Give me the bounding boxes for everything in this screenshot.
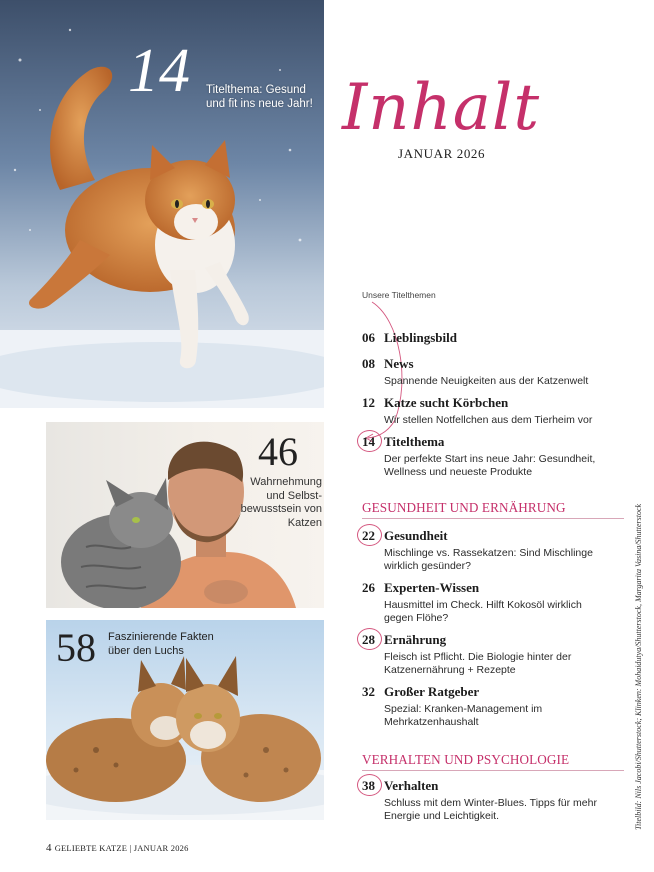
toc-page-number: 12 [362,395,375,410]
section-divider [362,770,624,771]
section-divider [362,518,624,519]
cover-cat-photo [0,0,324,408]
page-title: Inhalt [342,71,541,145]
section-heading: GESUNDHEIT UND ERNÄHRUNG [362,500,566,515]
toc-title: Lieblingsbild [384,330,457,345]
toc-description: Hausmittel im Check. Hilft Kokosöl wirklich gegen Flöhe? [384,599,582,624]
toc-title: Titelthema [384,434,445,449]
toc-title: News [384,356,414,371]
toc-entry[interactable] [362,632,624,677]
photo-credit: Titelbild: Nils Jacobi/Shutterstock; Klinken: Mohaidutya/Shutterstock, Margarita Vasina/Shutterstock [634,503,643,830]
toc-entry[interactable] [362,356,624,388]
toc-title: Verhalten [384,778,439,793]
toc-entry[interactable] [362,778,624,823]
toc-entry[interactable] [362,580,624,625]
section-heading: VERHALTEN UND PSYCHOLOGIE [362,752,570,767]
page-footer [46,842,189,854]
toc-page-number: 28 [362,632,384,648]
toc-entry[interactable] [362,434,624,479]
toc-title: Ernährung [384,632,447,647]
toc-description: Schluss mit dem Winter-Blues. Tipps für mehr Energie und Leichtigkeit. [384,797,597,822]
cover-topics-label: Unsere Titelthemen [362,290,436,300]
toc-description: Wir stellen Notfellchen aus dem Tierheim vor [384,414,593,426]
toc-title: Katze sucht Körbchen [384,395,509,410]
footer-text: GELIEBTE KATZE | JANUAR 2026 [54,843,189,853]
feature-caption: Faszinierende Fakten über den Luchs [108,631,214,657]
toc-entry[interactable] [362,528,624,573]
toc-page-number: 08 [362,356,375,371]
toc-description: Der perfekte Start ins neue Jahr: Gesundheit, Wellness und neueste Produkte [384,453,596,478]
toc-entry[interactable] [362,684,624,729]
toc-description: Fleisch ist Pflicht. Die Biologie hinter der Katzenernährung + Rezepte [384,651,572,676]
toc-description: Mischlinge vs. Rassekatzen: Sind Mischlinge wirklich gesünder? [384,547,593,572]
footer-page-number: 4 [46,842,52,854]
toc-entry[interactable] [362,395,624,427]
feature-caption: Wahrnehmung und Selbst-bewusstsein von Katzen [240,476,322,529]
toc-title: Experten-Wissen [384,580,480,595]
lynx-photo [46,620,324,820]
toc-title: Gesundheit [384,528,448,543]
toc-description: Spezial: Kranken-Management im Mehrkatzenhaushalt [384,703,543,728]
toc-page-number: 06 [362,330,375,345]
toc-description: Spannende Neuigkeiten aus der Katzenwelt [384,375,589,387]
toc-page-number: 38 [362,778,384,794]
toc-page-number: 32 [362,684,375,699]
toc-page-number: 26 [362,580,375,595]
toc-entry[interactable] [362,330,624,346]
man-cat-photo [46,422,324,608]
cover-caption: Titelthema: Gesund und fit ins neue Jahr! [206,84,313,110]
feature-page-number: 46 [258,429,298,474]
toc-title: Großer Ratgeber [384,684,480,699]
issue-date: JANUAR 2026 [398,146,486,161]
toc-page-number: 22 [362,528,384,544]
feature-page-number: 58 [56,625,96,670]
cover-page-number: 14 [128,37,190,105]
toc-page-number: 14 [362,434,384,450]
